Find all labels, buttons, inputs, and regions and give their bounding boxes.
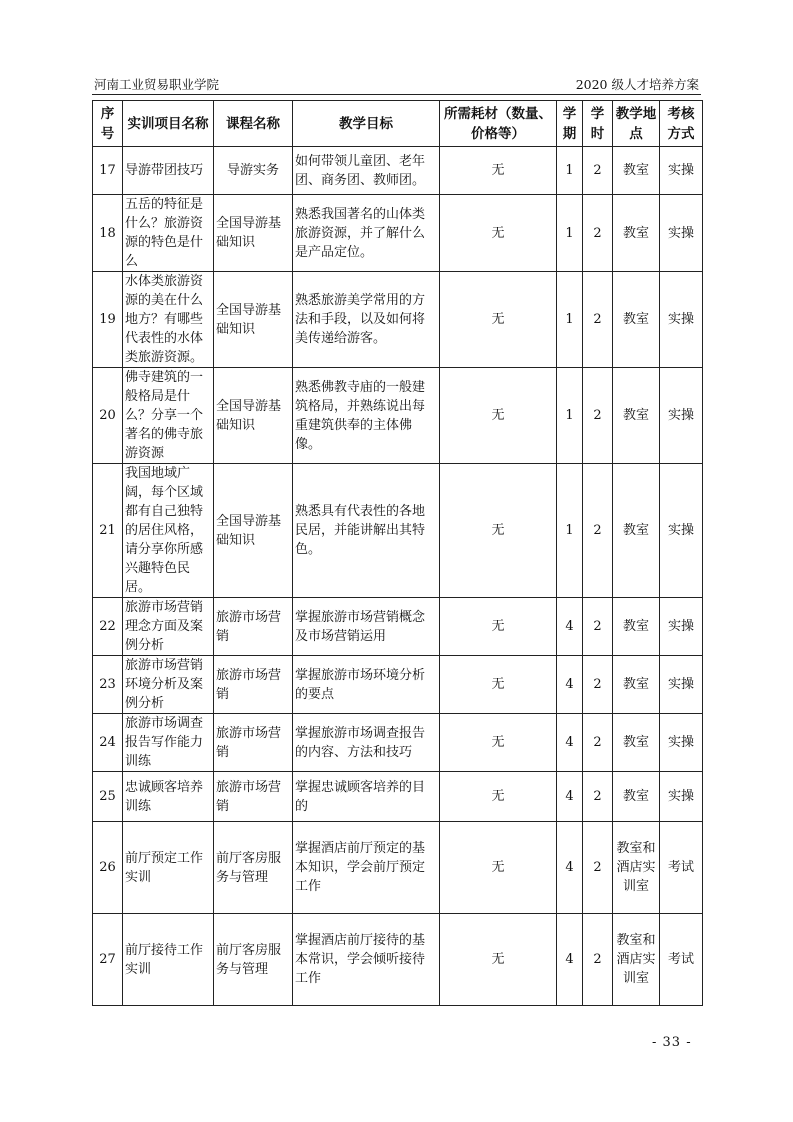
col-header-no: 序号 — [93, 101, 123, 147]
cell-exam: 实操 — [660, 598, 703, 656]
cell-exam: 实操 — [660, 195, 703, 272]
table-row — [93, 714, 703, 772]
cell-project: 前厅预定工作实训 — [123, 822, 214, 914]
cell-exam: 实操 — [660, 464, 703, 598]
page-number: - 33 - — [652, 1035, 692, 1050]
cell-place: 教室和酒店实训室 — [613, 914, 660, 1006]
col-header-place: 教学地点 — [613, 101, 660, 147]
cell-no: 21 — [93, 464, 123, 598]
cell-no: 22 — [93, 598, 123, 656]
cell-project: 旅游市场营销环境分析及案例分析 — [123, 656, 214, 714]
cell-material: 无 — [440, 822, 557, 914]
table-row — [93, 914, 703, 1006]
cell-hours: 2 — [583, 714, 613, 772]
cell-course: 全国导游基础知识 — [214, 195, 293, 272]
cell-project: 忠诚顾客培养训练 — [123, 772, 214, 822]
cell-place: 教室和酒店实训室 — [613, 822, 660, 914]
cell-material: 无 — [440, 195, 557, 272]
cell-course: 前厅客房服务与管理 — [214, 914, 293, 1006]
training-table — [92, 100, 703, 1006]
cell-material: 无 — [440, 714, 557, 772]
cell-goal: 熟悉旅游美学常用的方法和手段，以及如何将美传递给游客。 — [293, 272, 440, 368]
cell-place: 教室 — [613, 368, 660, 464]
page-header — [92, 72, 701, 95]
cell-project: 旅游市场营销理念方面及案例分析 — [123, 598, 214, 656]
cell-term: 4 — [557, 656, 583, 714]
cell-term: 1 — [557, 147, 583, 195]
cell-exam: 实操 — [660, 772, 703, 822]
cell-no: 17 — [93, 147, 123, 195]
cell-hours: 2 — [583, 656, 613, 714]
cell-no: 25 — [93, 772, 123, 822]
table-row — [93, 598, 703, 656]
cell-exam: 实操 — [660, 272, 703, 368]
cell-term: 1 — [557, 464, 583, 598]
cell-material: 无 — [440, 598, 557, 656]
col-header-course: 课程名称 — [214, 101, 293, 147]
cell-place: 教室 — [613, 772, 660, 822]
cell-material: 无 — [440, 368, 557, 464]
table-header-row — [93, 101, 703, 147]
cell-exam: 实操 — [660, 147, 703, 195]
cell-material: 无 — [440, 464, 557, 598]
cell-hours: 2 — [583, 272, 613, 368]
cell-hours: 2 — [583, 914, 613, 1006]
col-header-material: 所需耗材（数量、价格等） — [440, 101, 557, 147]
col-header-hours: 学时 — [583, 101, 613, 147]
cell-term: 4 — [557, 822, 583, 914]
cell-goal: 掌握旅游市场环境分析的要点 — [293, 656, 440, 714]
cell-hours: 2 — [583, 822, 613, 914]
table-row — [93, 822, 703, 914]
cell-place: 教室 — [613, 272, 660, 368]
col-header-goal: 教学目标 — [293, 101, 440, 147]
cell-hours: 2 — [583, 598, 613, 656]
cell-material: 无 — [440, 272, 557, 368]
cell-no: 19 — [93, 272, 123, 368]
header-institution: 河南工业贸易职业学院 — [94, 77, 220, 92]
table-body — [93, 147, 703, 1006]
cell-term: 4 — [557, 714, 583, 772]
table-row — [93, 368, 703, 464]
cell-place: 教室 — [613, 714, 660, 772]
cell-exam: 考试 — [660, 822, 703, 914]
cell-place: 教室 — [613, 598, 660, 656]
cell-project: 五岳的特征是什么？旅游资源的特色是什么 — [123, 195, 214, 272]
cell-material: 无 — [440, 914, 557, 1006]
cell-term: 4 — [557, 772, 583, 822]
cell-course: 全国导游基础知识 — [214, 272, 293, 368]
cell-hours: 2 — [583, 464, 613, 598]
cell-no: 20 — [93, 368, 123, 464]
cell-course: 旅游市场营销 — [214, 656, 293, 714]
cell-exam: 实操 — [660, 714, 703, 772]
col-header-term: 学期 — [557, 101, 583, 147]
table-row — [93, 772, 703, 822]
cell-no: 26 — [93, 822, 123, 914]
table-row — [93, 656, 703, 714]
cell-place: 教室 — [613, 147, 660, 195]
cell-hours: 2 — [583, 368, 613, 464]
cell-place: 教室 — [613, 656, 660, 714]
cell-exam: 实操 — [660, 656, 703, 714]
col-header-exam: 考核方式 — [660, 101, 703, 147]
table-row — [93, 195, 703, 272]
cell-place: 教室 — [613, 464, 660, 598]
cell-goal: 掌握酒店前厅接待的基本常识，学会倾听接待工作 — [293, 914, 440, 1006]
cell-goal: 熟悉佛教寺庙的一般建筑格局，并熟练说出每重建筑供奉的主体佛像。 — [293, 368, 440, 464]
cell-course: 导游实务 — [214, 147, 293, 195]
cell-no: 23 — [93, 656, 123, 714]
col-header-project: 实训项目名称 — [123, 101, 214, 147]
cell-course: 全国导游基础知识 — [214, 464, 293, 598]
cell-project: 导游带团技巧 — [123, 147, 214, 195]
cell-term: 1 — [557, 272, 583, 368]
cell-hours: 2 — [583, 147, 613, 195]
table-row — [93, 147, 703, 195]
cell-exam: 考试 — [660, 914, 703, 1006]
cell-project: 旅游市场调查报告写作能力训练 — [123, 714, 214, 772]
cell-material: 无 — [440, 772, 557, 822]
cell-term: 4 — [557, 914, 583, 1006]
cell-goal: 掌握酒店前厅预定的基本知识，学会前厅预定工作 — [293, 822, 440, 914]
cell-project: 水体类旅游资源的美在什么地方？有哪些代表性的水体类旅游资源。 — [123, 272, 214, 368]
cell-goal: 熟悉具有代表性的各地民居，并能讲解出其特色。 — [293, 464, 440, 598]
cell-goal: 熟悉我国著名的山体类旅游资源，并了解什么是产品定位。 — [293, 195, 440, 272]
table-row — [93, 464, 703, 598]
cell-project: 我国地域广阔，每个区域都有自己独特的居住风格，请分享你所感兴趣特色民居。 — [123, 464, 214, 598]
cell-exam: 实操 — [660, 368, 703, 464]
cell-goal: 掌握旅游市场营销概念及市场营销运用 — [293, 598, 440, 656]
cell-goal: 如何带领儿童团、老年团、商务团、教师团。 — [293, 147, 440, 195]
cell-course: 旅游市场营销 — [214, 598, 293, 656]
cell-hours: 2 — [583, 195, 613, 272]
cell-hours: 2 — [583, 772, 613, 822]
cell-material: 无 — [440, 656, 557, 714]
cell-no: 27 — [93, 914, 123, 1006]
cell-course: 旅游市场营销 — [214, 772, 293, 822]
cell-goal: 掌握旅游市场调查报告的内容、方法和技巧 — [293, 714, 440, 772]
cell-term: 1 — [557, 368, 583, 464]
cell-term: 4 — [557, 598, 583, 656]
cell-course: 全国导游基础知识 — [214, 368, 293, 464]
cell-place: 教室 — [613, 195, 660, 272]
cell-no: 18 — [93, 195, 123, 272]
cell-project: 佛寺建筑的一般格局是什么？分享一个著名的佛寺旅游资源 — [123, 368, 214, 464]
cell-course: 前厅客房服务与管理 — [214, 822, 293, 914]
header-document-title: 2020 级人才培养方案 — [575, 77, 699, 92]
cell-goal: 掌握忠诚顾客培养的目的 — [293, 772, 440, 822]
cell-no: 24 — [93, 714, 123, 772]
cell-course: 旅游市场营销 — [214, 714, 293, 772]
cell-term: 1 — [557, 195, 583, 272]
table-row — [93, 272, 703, 368]
cell-material: 无 — [440, 147, 557, 195]
cell-project: 前厅接待工作实训 — [123, 914, 214, 1006]
